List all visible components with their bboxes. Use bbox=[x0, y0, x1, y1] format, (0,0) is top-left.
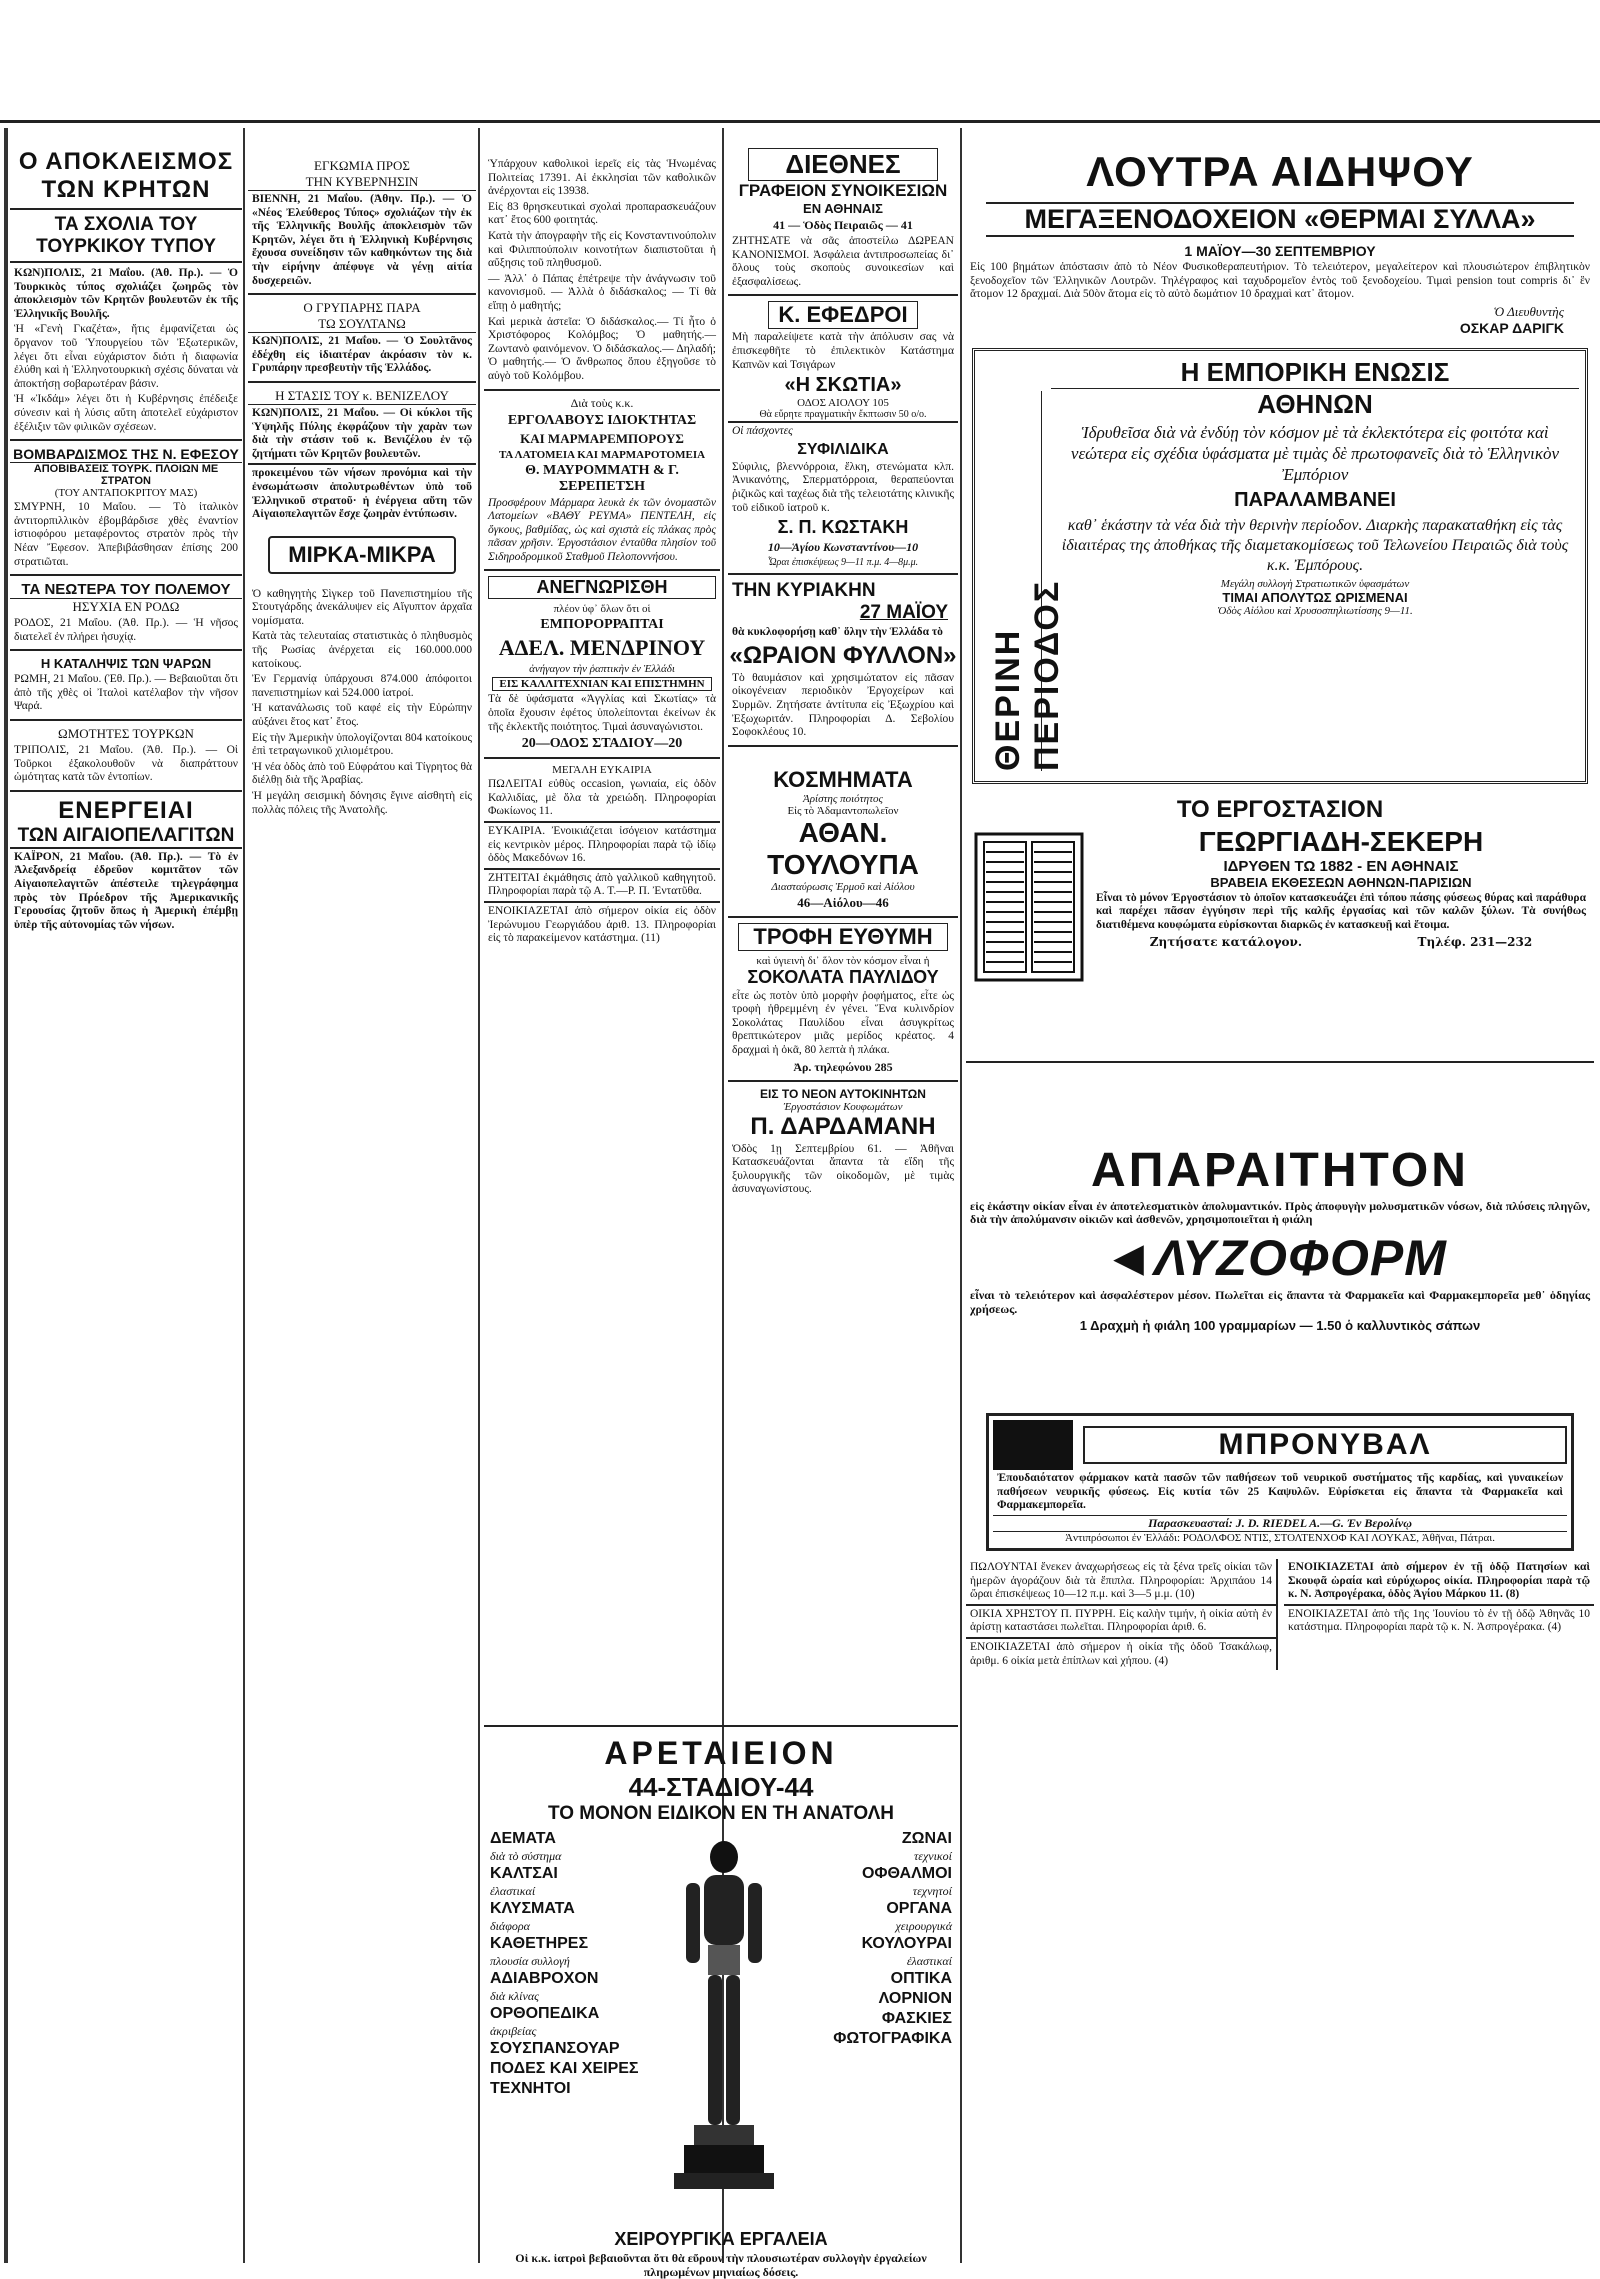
product-list-item: ΑΔΙΑΒΡΟΧΟΝ bbox=[490, 1970, 599, 1987]
ad-text: Θὰ εὕρητε πραγματικὴν ἔκπτωσιν 50 ο/ο. bbox=[759, 409, 927, 421]
ad-subtitle: ΤΟ ΜΟΝΟΝ ΕΙΔΙΚΟΝ ΕΝ ΤΗ ΑΝΑΤΟΛΗ bbox=[547, 1803, 895, 1824]
column-rule bbox=[243, 128, 245, 2263]
divider bbox=[10, 790, 242, 792]
ad-title: Κ. ΕΦΕΔΡΟΙ bbox=[768, 301, 918, 329]
classified-text: ΕΥΚΑΙΡΙΑ. Ἐνοικιάζεται ἰσόγειον κατάστημα εἰς κεντρικὸν μέρος. Πληροφορίαι παρὰ τῷ ἰδίῳ ὁδὸς Μακεδόνων 16. bbox=[488, 825, 716, 865]
article-paragraph: Ἡ «Ἰκδάμ» λέγει ὅτι ἡ Κυβέρνησις ἐπέδειξε σύνεσιν καὶ ἡ λύσις αὕτη ἀποτελεῖ εὐχάριστον ἐξέλιξιν τῶν φιλικῶν σχέσεων. bbox=[14, 393, 238, 433]
article-paragraph: Ἡ «Γενὴ Γκαζέτα», ἥτις ἐμφανίζεται ὡς ὄργανον τοῦ Ὑπουργείου τῶν Ἐξωτερικῶν, λέγει ὅτι εἶναι εὐχάριστον διότι ἡ διαφωνία ἐλύθη καὶ ἡ Ἑλληνοτουρκικὴ σχέσις δύναται νὰ ἀποκτήσῃ σοβαρωτέραν βάσιν. bbox=[14, 323, 238, 390]
article-paragraph: Ἡ μεγάλη σεισμικὴ δόνησις ἔγινε αἰσθητὴ εἰς πολλὰς πόλεις τῆς Ἀνατολῆς. bbox=[252, 790, 472, 816]
ad-line: ΚΑΙ ΜΑΡΜΑΡΕΜΠΟΡΟΥΣ bbox=[520, 430, 684, 446]
headline: Ο ΓΡΥΠΑΡΗΣ ΠΑΡΑ bbox=[303, 300, 421, 316]
classified-text: ΕΝΟΙΚΙΑΖΕΤΑΙ ἀπὸ τῆς 1ης Ἰουνίου τὸ ἐν τῇ ὁδῷ Ἀθηνᾶς 10 κατάστημα. Πληροφορίαι παρὰ τῷ κ. Ν. Ἀσπρογέρακα. (4) bbox=[1288, 1607, 1590, 1634]
product-list-item: τεχνικοί bbox=[913, 1849, 952, 1863]
ad-doctor: Σ. Π. ΚΩΣΤΑΚΗ bbox=[777, 517, 909, 538]
product-list-item: ΣΟΥΣΠΑΝΣΟΥΑΡ bbox=[490, 2040, 620, 2057]
ad-dates: 1 ΜΑΪΟΥ—30 ΣΕΠΤΕΜΒΡΙΟΥ bbox=[1184, 243, 1376, 259]
article-paragraph: Ἡ νέα ὁδὸς ἀπὸ τοῦ Εὐφράτου καὶ Τίγρητος θὰ διέλθῃ διὰ τῆς Ἀραβίας. bbox=[252, 760, 472, 787]
article-paragraph: Εἰς τὴν Ἀμερικὴν ὑπολογίζονται 804 κατοίκους ἐπὶ τετραγωνικοῦ χιλιομέτρου. bbox=[252, 731, 472, 758]
product-list-item: πλουσία συλλογή bbox=[490, 1954, 570, 1968]
divider bbox=[728, 294, 958, 296]
product-list-item: χειρουργικά bbox=[895, 1919, 952, 1933]
ad-logo-block bbox=[993, 1420, 1073, 1470]
ad-address: ΟΔΟΣ ΑΙΟΛΟΥ 105 bbox=[797, 397, 889, 410]
classified-text: ΖΗΤΕΙΤΑΙ ἐκμάθησις ἀπὸ γαλλικοῦ καθηγητοῦ. Πληροφορίαι παρὰ τῷ Α. Τ.—Ρ. Π. Ἐντατῦθα. bbox=[488, 871, 716, 898]
ad-address: 41 — Ὁδὸς Πειραιῶς — 41 bbox=[773, 218, 913, 232]
classified-text: ΕΝΟΙΚΙΑΖΕΤΑΙ ἀπὸ σήμερον ἐν τῇ ὁδῷ Πατησίων καὶ Σκουφᾶ ὡραία καὶ εὐρύχωρος οἰκία. Πληροφορίαι παρὰ τῷ κ. Ν. Ἀσπρογέρακα, ὁδὸς Ἁγίου Μάρκου 11. (8) bbox=[1288, 1560, 1590, 1601]
subheadline: ΗΣΥΧΙΑ ΕΝ ΡΟΔΩ bbox=[72, 599, 180, 615]
product-list-item: ἀκριβείας bbox=[490, 2024, 537, 2038]
top-rule bbox=[0, 120, 1600, 123]
headline: ΩΜΟΤΗΤΕΣ ΤΟΥΡΚΩΝ bbox=[58, 726, 194, 742]
ad-text: Εἰς τὸ Ἀδαμαντοπωλεῖον bbox=[787, 804, 899, 817]
ad-title: ΤΡΟΦΗ ΕΥΘΥΜΗ bbox=[738, 923, 948, 951]
ad-line: ΕΡΓΟΛΑΒΟΥΣ ΙΔΙΟΚΤΗΤΑΣ bbox=[507, 412, 697, 428]
product-list-item: ΦΑΣΚΙΕΣ bbox=[881, 2010, 952, 2027]
column-5 bbox=[966, 128, 1594, 2263]
ad-subtitle: Ἀρίστης ποιότητος bbox=[803, 792, 883, 805]
article-paragraph: Ἐν Γερμανίᾳ ὑπάρχουσι 874.000 ἀπόφοιτοι πανεπιστημίων καὶ 524.000 ἰατροί. bbox=[252, 673, 472, 699]
ad-brand: «Η ΣΚΩΤΙΑ» bbox=[784, 374, 902, 397]
ad-line: Θ. ΜΑΥΡΟΜΜΑΤΗ & Γ. ΣΕΡΕΠΕΤΣΗ bbox=[525, 462, 679, 494]
article-paragraph: ΚΩΝ)ΠΟΛΙΣ, 21 Μαΐου. — Ὁ Σουλτᾶνος ἐδέχθη εἰς ἰδιαιτέραν ἀκρόασιν τὸν κ. Γρυπάρην πρεσβευτὴν τῆς Ἑλλάδος. bbox=[252, 335, 472, 375]
bronyval-header bbox=[993, 1420, 1567, 1470]
article-paragraph: ΣΜΥΡΝΗ, 10 Μαΐου. — Τὸ ἰταλικὸν ἀντιτορπιλλικὸν ἐβομβάρδισε χθὲς ἐναντίον ἱστιοφόρου μεταφέροντος στρατὸν πρὸς τὴν Νέαν Ἔφεσον. Ἀπεβιβάσθησαν ἐπίσης 200 στρατιῶται. bbox=[14, 501, 238, 568]
product-list-item: ΤΕΧΝΗΤΟΙ bbox=[490, 2080, 571, 2097]
window-shutter-icon bbox=[974, 832, 1084, 982]
mirka-title-box bbox=[268, 536, 456, 574]
article-paragraph: ΚΩΝ)ΠΟΛΙΣ, 21 Μαΐου. — Οἱ κύκλοι τῆς Ὑψηλῆς Πύλης ἐκφράζουν τὴν χαρὰν των διὰ τὴν στάσιν τοῦ κ. Βενιζέλου ἐν τῷ ζητήματι τῶν Κρητῶν βουλευτῶν. bbox=[252, 406, 472, 460]
classified-text: ΠΩΛΕΙΤΑΙ εὐθὺς occasion, γωνιαία, εἰς ὁδὸν Καλλιδίας, μὲ ὅλα τὰ χρειώδη. Πληροφορίαι Φωκίωνος 11. bbox=[488, 778, 716, 818]
article-paragraph: ΒΙΕΝΝΗ, 21 Μαΐου. (Ἀθην. Πρ.). — Ὁ «Νέος Ἐλεύθερος Τύπος» σχολιάζων τὴν ἐκ τῆς Ἑλληνικῆς Βουλῆς ἀποκλεισμὸν τῶν Κρητῶν, λέγει ὅτι ἡ Ἑλληνικὴ Κυβέρνησις ἔχουσα συνείδησιν τῶν καθηκόντων της διὰ τὴν εἰρήνην ἀπέφυγε νὰ γένῃ αἰτία δυσχερειῶν. bbox=[252, 193, 472, 287]
ad-address: 10—Ἁγίου Κωνσταντίνου—10 bbox=[767, 540, 919, 555]
ad-text: Τὸ θαυμάσιον καὶ χρησιμώτατον εἰς πᾶσαν οἰκογένειαν περιοδικὸν Ἐργοχείρων καὶ Συρμῶν. Ζητήσατε ἀντίτυπα εἰς Ἐξωχρίου καὶ Ἐξωχωριτάν. Πληροφορίαι Δ. Σεβολίου Σοφοκλέους 10. bbox=[732, 671, 954, 739]
emporiki-enosis-ad bbox=[972, 348, 1588, 784]
left-list bbox=[490, 1829, 650, 2099]
column-rule bbox=[4, 128, 8, 2263]
ad-name: ΓΕΩΡΓΙΑΔΗ-ΣΕΚΕΡΗ bbox=[1198, 825, 1484, 857]
divider bbox=[248, 381, 476, 383]
ad-subtitle: Ἐργοστάσιον Κουφωμάτων bbox=[783, 1100, 903, 1113]
ad-address: 20—ΟΔΟΣ ΣΤΑΔΙΟΥ—20 bbox=[521, 736, 683, 752]
ad-text: Ἱδρυθεῖσα διὰ νὰ ἐνδύῃ τὸν κόσμον μὲ τὰ ἐκλεκτότερα εἰς φοιτότα καὶ νεώτερα εἰς σχέδια ὑφάσματα μὲ τιμὰς δὲ πρωτοφανεῖς διὰ τὸ Ἑλληνικὸν Ἐμπόριον bbox=[1070, 422, 1560, 484]
ad-title: ΜΕΓΑΛΗ ΕΥΚΑΙΡΙΑ bbox=[552, 764, 652, 777]
divider bbox=[10, 649, 242, 651]
side-label: ΘΕΡΙΝΗ ΠΕΡΙΟΔΟΣ bbox=[989, 579, 1066, 771]
ad-brand: «ΩΡΑΙΟΝ ΦΥΛΛΟΝ» bbox=[729, 641, 957, 669]
column-4 bbox=[728, 128, 958, 1728]
ad-subtitle: ΜΕΓΑΞΕΝΟΔΟΧΕΙΟΝ «ΘΕΡΜΑΙ ΣΥΛΛΑ» bbox=[986, 202, 1574, 237]
ad-prices: ΤΙΜΑΙ ΑΠΟΛΥΤΩΣ ΩΡΙΣΜΕΝΑΙ bbox=[1222, 589, 1408, 605]
ad-title: ΛΟΥΤΡΑ ΑΙΔΗΨΟΥ bbox=[1086, 148, 1474, 195]
ad-text: θὰ κυκλοφορήσῃ καθ᾿ ὅλην τὴν Ἑλλάδα τὸ bbox=[732, 626, 943, 639]
divider bbox=[728, 916, 958, 918]
ad-line: ἀνήγαγον τὴν ῥαπτικὴν ἐν Ἑλλάδι bbox=[529, 663, 675, 676]
classified-text: ΕΝΟΙΚΙΑΖΕΤΑΙ ἀπὸ σήμερον οἰκία εἰς ὁδὸν Ἰερώνυμου Γεωργιάδου ἀριθ. 13. Πληροφορίαι εἰς τὸ παρακείμενον κατάστημα. (11) bbox=[488, 905, 716, 945]
headline: Ο ΑΠΟΚΛΕΙΣΜΟΣ ΤΩΝ ΚΡΗΤΩΝ bbox=[10, 148, 242, 210]
product-list-item: ΚΛΥΣΜΑΤΑ bbox=[490, 1900, 575, 1917]
article-paragraph: — Ἀλλ᾿ ὁ Πάπας ἐπέτρεψε τὴν ἀνάγνωσιν τοῦ κανονισμοῦ. — Ἀλλὰ ὁ διδάσκαλος; — Τί θὰ εἴπῃ ὁ μαθητής; bbox=[488, 272, 716, 312]
ad-title: ΑΝΕΓΝΩΡΙΣΘΗ bbox=[488, 576, 716, 599]
divider bbox=[484, 757, 720, 759]
factory-ad-content bbox=[1092, 826, 1590, 949]
ad-brand: ΛΥΖΟΦΟΡΜ bbox=[1153, 1229, 1447, 1286]
subheadline: ΑΠΟΒΙΒΑΣΕΙΣ ΤΟΥΡΚ. ΠΛΟΙΩΝ ΜΕ ΣΤΡΑΤΟΝ bbox=[33, 463, 219, 488]
product-list-item: ΟΠΤΙΚΑ bbox=[890, 1970, 952, 1987]
ad-text: Προσφέρουν Μάρμαρα λευκὰ ἐκ τῶν ὀνομαστῶν Λατομείων «ΒΑΘΥ ΡΕΥΜΑ» ΠΕΝΤΕΛΗ, εἰς ὄγκους, βαθμίδας, ὡς καὶ σχιστὰ εἰς πλάκας πρὸς πᾶσαν χρῆσιν. Ἐργοστάσιον ἐνταῦθα πλησίον τοῦ Σιδηροδρομικοῦ Σταθμοῦ Πελοποννήσου. bbox=[488, 496, 716, 563]
product-list-item: ΚΑΛΤΣΑΙ bbox=[490, 1865, 558, 1882]
product-list-item: ΟΡΘΟΠΕΔΙΚΑ bbox=[490, 2005, 600, 2022]
product-list-item: ἐλαστικαί bbox=[906, 1954, 952, 1968]
headline: ΕΝΕΡΓΕΙΑΙ bbox=[58, 796, 194, 824]
product-list-item: ΟΦΘΑΛΜΟΙ bbox=[861, 1865, 952, 1882]
divider bbox=[248, 463, 476, 465]
ad-signature: Ὁ Διευθυντὴς bbox=[1493, 303, 1564, 319]
article-paragraph: ΡΟΔΟΣ, 21 Μαΐου. (Ἀθ. Πρ.). — Ἡ νῆσος διατελεῖ ἐν πλήρει ἡσυχίᾳ. bbox=[14, 617, 238, 643]
ad-brand: ΣΟΚΟΛΑΤΑ ΠΑΥΛΙΔΟΥ bbox=[747, 966, 939, 987]
classifieds bbox=[966, 1559, 1594, 1670]
classifieds-left bbox=[966, 1559, 1278, 1670]
ad-text: καθ᾿ ἑκάστην τὰ νέα διὰ τὴν θερινὴν περίοδον. Διαρκὴς παρακαταθήκη εἰς τὰς ἰδιαιτέρας της ἀποθήκας τῆς διαμετακομίσεως τοῦ Τελωνείου Πειραιῶς διὰ τοὺς κ.κ. Ἐμπόρους. bbox=[1061, 516, 1569, 574]
ad-line: ΑΔΕΛ. ΜΕΝΔΡΙΝΟΥ bbox=[498, 635, 706, 661]
ad-text: εἰς ἑκάστην οἰκίαν εἶναι ἐν ἀποτελεσματικὸν ἀπολυμαντικόν. Πρὸς ἀποφυγὴν μολυσματικῶν νόσων, διὰ πλύσεις πληγῶν, διὰ τὴν ἀπολύμανσιν οἰκιῶν καὶ ἀσθενῶν, χρησιμοποιεῖται ἡ φιάλη bbox=[970, 1198, 1590, 1227]
ad-address: Διασταύρωσις Ἑρμοῦ καὶ Αἰόλου bbox=[771, 880, 915, 893]
divider bbox=[484, 569, 720, 571]
ad-subtitle: πλέον ὑφ᾿ ὅλων ὅτι οἱ bbox=[553, 603, 651, 616]
article-paragraph: ΚΑΪΡΟΝ, 21 Μαΐου. (Ἀθ. Πρ.). — Τὸ ἐν Ἀλεξανδρείᾳ ἐδρεῦον κομιτᾶτον τῶν Αἰγαιοπελαγιτῶν ἀπέστειλε τηλεγράφημα πρὸς τὸν Πρόεδρον τῆς Ἀμερικανικῆς Γερουσίας ζητοῦν ὅπως ἡ Ἀμερικὴ ἐπέμβῃ ὑπὲρ τῆς αὐτονομίας τῶν νήσων. bbox=[14, 850, 238, 931]
column-2 bbox=[248, 128, 476, 2263]
column-rule bbox=[960, 128, 962, 2263]
ad-text: Εἶναι τὸ μόνον Ἐργοστάσιον τὸ ὁποῖον κατασκευάζει ἐπὶ τόπου πάσης φύσεως θύρας καὶ παράθυρα καὶ παρέχει πᾶσαν ἐγγύησιν περὶ τῆς καλῆς ἐργασίας καὶ τῶν καλῶν ξύλων. Τὰ συνήθως διατιθέμενα κουφώματα εὑρίσκονται διαρκῶς ἐν κατασκευῇ καὶ ἕτοιμα. bbox=[1096, 891, 1586, 931]
article-paragraph: Κατὰ τὴν ἀπογραφὴν τῆς εἰς Κονσταντινούπολιν καὶ Φιλιππούπολιν κοινοτήτων διαπιστοῦται ἡ αὔξησις τοῦ πληθυσμοῦ. bbox=[488, 229, 716, 270]
product-list-item: ΚΟΥΛΟΥΡΑΙ bbox=[861, 1935, 952, 1952]
divider bbox=[10, 439, 242, 441]
divider bbox=[728, 1080, 958, 1082]
divider bbox=[728, 573, 958, 575]
ad-subtitle: καὶ ὑγιεινὴ δι᾿ ὅλον τὸν κόσμον εἶναι ἡ bbox=[756, 954, 930, 967]
ad-catalog: Ζητήσατε κατάλογον. bbox=[1149, 934, 1303, 949]
ad-hours: Ὧραι ἐπισκέψεως 9—11 π.μ. 4—8μ.μ. bbox=[767, 557, 919, 569]
classified-text: ΕΝΟΙΚΙΑΖΕΤΑΙ ἀπὸ σήμερον ἡ οἰκία τῆς ὁδοῦ Τσακάλωφ, ἀριθμ. 6 οἰκία μετὰ ἐπίπλων καὶ χήπου. (4) bbox=[970, 1640, 1272, 1667]
ad-city: ΑΘΗΝΩΝ bbox=[1257, 388, 1373, 419]
ad-text: Ἐπουδαιότατον φάρμακον κατὰ πασῶν τῶν παθήσεων τοῦ νευρικοῦ συστήματος τῆς καρδίας, καὶ γυναικείων παθήσεων νευρικῆς φύσεως. Εἰς κυτία τῶν 25 Καψυλῶν. Εὑρίσκεται εἰς ἅπαντα τὰ Φαρμακεῖα καὶ Φαρμακεμπορεῖα. bbox=[997, 1472, 1563, 1512]
ad-title: ΔΙΕΘΝΕΣ bbox=[748, 148, 938, 181]
divider bbox=[966, 1604, 1276, 1606]
lysoform-ad bbox=[966, 1143, 1594, 1333]
ad-title: ΑΠΑΡΑΙΤΗΤΟΝ bbox=[1091, 1143, 1469, 1197]
ad-title: ΚΟΣΜΗΜΑΤΑ bbox=[773, 766, 913, 792]
article-paragraph: Εἰς 83 θρησκευτικαὶ σχολαὶ προπαρασκευάζουν κατ᾿ ἔτος 600 φοιτητάς. bbox=[488, 200, 716, 227]
divider bbox=[1284, 1604, 1594, 1606]
ad-footer-title: ΧΕΙΡΟΥΡΓΙΚΑ ΕΡΓΑΛΕΙΑ bbox=[614, 2229, 828, 2249]
figure-illustration bbox=[664, 1835, 784, 2205]
ad-text: Μεγάλη συλλογὴ Στρατιωτικῶν ὑφασμάτων bbox=[1220, 577, 1410, 590]
ad-line: Διὰ τοὺς κ.κ. bbox=[570, 395, 634, 410]
ad-line: ΤΑ ΛΑΤΟΜΕΙΑ ΚΑΙ ΜΑΡΜΑΡΟΤΟΜΕΙΑ bbox=[498, 448, 706, 461]
ad-awards: ΒΡΑΒΕΙΑ ΕΚΘΕΣΕΩΝ ΑΘΗΝΩΝ-ΠΑΡΙΣΙΩΝ bbox=[1210, 874, 1472, 890]
ad-content bbox=[1051, 357, 1579, 617]
ad-text: ΖΗΤΗΣΑΤΕ νὰ σᾶς ἀποστείλω ΔΩΡΕΑΝ ΚΑΝΟΝΙΣΜΟΙ. Ἀσφάλεια ἀντιπροσωπείας δι᾿ ὅλους τοὺς σκοποὺς συνοικεσίων καὶ ἐξασφαλίσεως. bbox=[732, 235, 954, 288]
divider bbox=[728, 421, 958, 423]
product-list-item: ΚΑΘΕΤΗΡΕΣ bbox=[490, 1935, 589, 1952]
ad-text: Μὴ παραλείψετε κατὰ τὴν ἀπόλυσιν σας νὰ ἐπισκεφθῆτε τὸ ἐπιλεκτικὸν Κατάστημα Καπνῶν καὶ Τσιγάρων bbox=[732, 331, 954, 371]
brand-row bbox=[966, 1229, 1594, 1287]
ad-brand: ΜΠΡΟΝΥΒΑΛ bbox=[1083, 1426, 1567, 1464]
article-paragraph: Καὶ μερικὰ ἀστεῖα: Ὁ διδάσκαλος.— Τί ἦτο ὁ Χριστόφορος Κολόμβος; Ὁ μαθητής.— Ζωντανὸ φαινόμενον. Ὁ διδάσκαλος.— Δηλαδή; Ὁ μαθητής.— Ὁ ἄνθρωπος ὅπου ἐξηγοῦσε τὸ αὐγὸ τοῦ Κολόμβου. bbox=[488, 315, 716, 382]
product-list-item: ΠΟΔΕΣ ΚΑΙ ΧΕΙΡΕΣ bbox=[490, 2060, 639, 2077]
ad-brand: Π. ΔΑΡΔΑΜΑΝΗ bbox=[750, 1112, 936, 1140]
product-list-item: ΟΡΓΑΝΑ bbox=[886, 1900, 952, 1917]
headline: Η ΚΑΤΑΛΗΨΙΣ ΤΩΝ ΨΑΡΩΝ bbox=[40, 656, 212, 672]
ad-line: ΕΜΠΟΡΟΡΡΑΠΤΑΙ bbox=[540, 617, 664, 633]
side-label-box bbox=[981, 391, 1066, 771]
classified-text: ΠΩΛΟΥΝΤΑΙ ἕνεκεν ἀναχωρήσεως εἰς τὰ ξένα τρεῖς οἰκίαι τῶν ἡμερῶν ἀγοράζουν διὰ τὰ ἔπιπλα. Πληροφορίαι: Ἀρχιπάου 14 ὥραι ἐπισκέψεως 10—12 π.μ. καὶ 3—5 μ.μ. (10) bbox=[970, 1560, 1272, 1601]
divider bbox=[728, 745, 958, 747]
product-list-item: ΦΩΤΟΓΡΑΦΙΚΑ bbox=[833, 2030, 952, 2047]
ad-title: ΤΗΝ ΚΥΡΙΑΚΗΝ bbox=[732, 580, 876, 602]
classifieds-right bbox=[1284, 1559, 1594, 1670]
headline: ΤΑ ΝΕΩΤΕΡΑ ΤΟΥ ΠΟΛΕΜΟΥ bbox=[10, 581, 242, 599]
divider bbox=[10, 574, 242, 576]
subheadline: ΤΑ ΣΧΟΛΙΑ ΤΟΥ ΤΟΥΡΚΙΚΟΥ ΤΥΠΟΥ bbox=[10, 214, 242, 263]
subheadline: ΤΩ ΣΟΥΛΤΑΝΩ bbox=[248, 316, 476, 333]
product-list-item: ΔΕΜΑΤΑ bbox=[490, 1830, 556, 1847]
section-title: ΜΙΡΚΑ-ΜΙΚΡΑ bbox=[288, 541, 436, 567]
ad-title: ΑΡΕΤΑΙΕΙΟΝ bbox=[604, 1735, 838, 1771]
article-paragraph: προκειμένου τῶν νήσων προνόμια καὶ τὴν ἐνσωμάτωσιν ἀπολυτρωθέντων ὑπὸ τοῦ Ἑλληνικοῦ στρατοῦ· ἡ ἐνέργεια αὕτη τῶν Αἰγαιοπελαγιτῶν ἔσχε ζωηρὰν ἐντύπωσιν. bbox=[252, 467, 472, 521]
ad-subtitle: ΙΔΡΥΘΕΝ ΤΩ 1882 - ΕΝ ΑΘΗΝΑΙΣ bbox=[1223, 857, 1459, 875]
ad-text: Εἰς 100 βημάτων ἀπόστασιν ἀπὸ τὸ Νέον Φυσικοθεραπευτήριον. Τὸ τελειότερον, μεγαλείτερον καὶ πλουσιώτερον ἐπιβλητικὸν ξενοδοχεῖον τῶν Ἑλληνικῶν Λουτρῶν. Τηλέγραφος καὶ ταχυδρομεῖον ἐντὸς τοῦ ξενοδοχείου. Τιμαὶ pension tout compris δι᾿ ἓν ἄτομον 12 δραχμαί. Διὰ 50ὸν ἄτομα εἰς τὸ αὐτὸ δωμάτιον 10 δραχμαὶ κατ᾿ ἄτομον. bbox=[970, 261, 1590, 301]
ad-subtitle: ΕΝ ΑΘΗΝΑΙΣ bbox=[803, 201, 883, 216]
ad-brand: ΑΘΑΝ. ΤΟΥΛΟΥΠΑ bbox=[767, 816, 919, 880]
divider bbox=[484, 868, 720, 870]
ad-footer bbox=[1092, 935, 1590, 949]
aretaieion-ad bbox=[484, 1725, 958, 2279]
factory-ad bbox=[966, 796, 1594, 1063]
headline: Η ΣΤΑΣΙΣ ΤΟΥ κ. ΒΕΝΙΖΕΛΟΥ bbox=[248, 388, 476, 405]
ad-maker: Παρασκευασταί: J. D. RIEDEL A.—G. Ἐν Βερολίνῳ bbox=[993, 1515, 1567, 1531]
right-list bbox=[792, 1829, 952, 2049]
byline: (ΤΟΥ ΑΝΤΑΠΟΚΡΙΤΟΥ ΜΑΣ) bbox=[54, 487, 198, 500]
ad-subtitle: ΓΡΑΦΕΙΟΝ ΣΥΝΟΙΚΕΣΙΩΝ bbox=[738, 181, 948, 200]
ad-head: Οἱ πάσχοντες bbox=[732, 425, 793, 438]
classified-text: ΟΙΚΙΑ ΧΡΗΣΤΟΥ Π. ΠΥΡΡΗ. Εἰς καλὴν τιμήν, ἡ οἰκία αὐτὴ ἐν ἀρίστῃ καταστάσει πωλεῖται. Πληροφορίαι ἀριθ. 6. bbox=[970, 1607, 1272, 1634]
ad-text: Τὰ δὲ ὑφάσματα «Ἀγγλίας καὶ Σκωτίας» τὰ ὁποῖα ἔχουσιν ἐφέτος ὑπολείπονται ἐκείνων ἐκ τῆς ἐκλεκτῆς ποιότητος. Τιμαὶ ἀσυναγώνιστοι. bbox=[488, 693, 716, 733]
ad-address: 44-ΣΤΑΔΙΟΥ-44 bbox=[628, 1772, 814, 1802]
article-paragraph: Κατὰ τὰς τελευταίας στατιστικὰς ὁ πληθυσμὸς τῆς Ρωσίας ἀνέρχεται εἰς 160.000.000 κατοίκους. bbox=[252, 630, 472, 670]
product-list-item: διὰ τὸ σύστημα bbox=[490, 1849, 562, 1863]
ad-line: ΕΙΣ ΚΑΛΛΙΤΕΧΝΙΑΝ ΚΑΙ ΕΠΙΣΤΗΜΗΝ bbox=[492, 677, 712, 691]
ad-name: ΟΣΚΑΡ ΔΑΡΙΓΚ bbox=[1459, 319, 1564, 336]
product-list-item: ΖΩΝΑΙ bbox=[901, 1830, 952, 1847]
ad-text: Σύφιλις, βλεννόρροια, ἕλκη, στενώματα κλπ. Ἀνικανότης, Σπερματόρροια, θεραπεύονται ῥιζικῶς καὶ ταχέως διὰ τῆς τελειοτάτης κλινικῆς τοῦ εἰδικοῦ ἰατροῦ κ. bbox=[732, 460, 954, 514]
ad-date: 27 ΜΑΪΟΥ bbox=[859, 602, 948, 624]
divider bbox=[248, 293, 476, 295]
article-paragraph: ΡΩΜΗ, 21 Μαΐου. (Ἐθ. Πρ.). — Βεβαιοῦται ὅτι ἀπὸ τῆς χθὲς οἱ Ἰταλοὶ κατέλαβον τὴν νῆσον Ψαρά. bbox=[14, 673, 238, 713]
product-list-item: τεχνητοί bbox=[912, 1884, 952, 1898]
column-1 bbox=[10, 128, 242, 2263]
ad-text: εἶναι τὸ τελειότερον καὶ ἀσφαλέστερον μέσον. Πωλεῖται εἰς ἅπαντα τὰ Φαρμακεῖα καὶ Φαρμακεμπορεῖα μεθ᾿ ὁδηγίας χρήσεως. bbox=[970, 1287, 1590, 1316]
ad-text: Ὁδὸς 1ῃ Σεπτεμβρίου 61. — Ἀθῆναι Κατασκευάζονται ἅπαντα τὰ εἴδη τῆς ξυλουργικῆς τῶν οἰκοδομῶν, μὲ τιμὰς ἀσυναγωνίστους. bbox=[732, 1142, 954, 1196]
ad-title: Η ΕΜΠΟΡΙΚΗ ΕΝΩΣΙΣ bbox=[1051, 357, 1579, 389]
article-paragraph: Ἡ κατανάλωσις τοῦ καφέ εἰς τὴν Εὐρώπην αὐξάνει ἔτος κατ᾿ ἔτος. bbox=[252, 702, 472, 729]
ad-footer-text: Οἱ κ.κ. ἰατροὶ βεβαιοῦνται ὅτι θὰ εὕρουν τὴν πλουσιωτέραν συλλογὴν ἐργαλείων πληρωμένων μηνιαίως δόσεις. bbox=[515, 2251, 927, 2279]
ad-text: εἶτε ὡς ποτὸν ὑπὸ μορφὴν ῥοφήματος, εἶτε ὡς τροφὴ ἠθρεμμένη ἐν γένει. Ἕνα κυλινδρίον Σοκολάτας Παυλίδου εἶναι ἀσυγκρίτως θρεπτικώτερον μιᾶς μερίδος κρέατος. 4 δραχμαὶ ἡ ὀκᾶ, 80 λεπτὰ ἡ πλάκα. bbox=[732, 989, 954, 1057]
article-paragraph: Ὁ καθηγητὴς Σὶγκερ τοῦ Πανεπιστημίου τῆς Στουτγάρδης ἀνεκάλυψεν εἰς Αἴγυπτον ἀρχαῖα νομίσματα. bbox=[252, 587, 472, 627]
ad-address: Ὁδὸς Αἰόλου καὶ Χρυσοσπηλιωτίσσης 9—11. bbox=[1217, 604, 1413, 617]
divider bbox=[484, 901, 720, 903]
article-paragraph: ΤΡΙΠΟΛΙΣ, 21 Μαΐου. (Ἀθ. Πρ.). — Οἱ Τοῦρκοι ἐξακολουθοῦν νὰ διαπράττουν ὠμότητας κατὰ τῶν ἐντοπίων. bbox=[14, 744, 238, 784]
subheadline: ΤΗΝ ΚΥΒΕΡΝΗΣΙΝ bbox=[248, 174, 476, 191]
ad-highlight: ΠΑΡΑΛΑΜΒΑΝΕΙ bbox=[1234, 488, 1396, 511]
ad-address: 46—Αἰόλου—46 bbox=[797, 894, 889, 910]
column-3 bbox=[484, 128, 720, 1728]
product-list-item: ΛΟΡΝΙΟΝ bbox=[878, 1990, 952, 2007]
article-paragraph: ΚΩΝ)ΠΟΛΙΣ, 21 Μαΐου. (Ἀθ. Πρ.). — Ὁ Τουρκικὸς τύπος σχολιάζει ζωηρῶς τὸν ἀποκλεισμὸν τῶν Κρητῶν βουλευτῶν ἐκ τῆς Ἑλληνικῆς Βουλῆς. bbox=[14, 267, 238, 320]
product-list-item: ἐλαστικαί bbox=[490, 1884, 536, 1898]
headline: ΕΓΚΩΜΙΑ ΠΡΟΣ bbox=[314, 158, 410, 173]
headline: ΒΟΜΒΑΡΔΙΣΜΟΣ ΤΗΣ Ν. ΕΦΕΣΟΥ bbox=[10, 446, 242, 463]
ad-phone: Ἀρ. τηλεφώνου 285 bbox=[793, 1059, 893, 1074]
subheadline: ΤΩΝ ΑΙΓΑΙΟΠΕΛΑΓΙΤΩΝ bbox=[10, 825, 242, 849]
ad-head: ΤΟ ΕΡΓΟΣΤΑΣΙΟΝ bbox=[1176, 795, 1384, 823]
divider bbox=[10, 719, 242, 721]
ad-title: ΣΥΦΙΛΙΔΙΚΑ bbox=[797, 440, 889, 458]
ad-title: ΕΙΣ ΤΟ ΝΕΟΝ ΑΥΤΟΚΙΝΗΤΩΝ bbox=[760, 1086, 926, 1101]
ad-phone: Τηλέφ. 231—232 bbox=[1417, 934, 1533, 949]
arrow-icon: ◀ bbox=[1113, 1234, 1144, 1281]
article-paragraph: Ὑπάρχουν καθολικοὶ ἱερεῖς εἰς τὰς Ἡνωμένας Πολιτείας 17391. Αἱ ἐκκλησίαι τῶν καθολικῶν ἀνέρχονται εἰς 13938. bbox=[488, 158, 716, 198]
divider bbox=[484, 821, 720, 823]
column-rule bbox=[478, 128, 480, 2263]
product-list-item: διάφορα bbox=[490, 1919, 530, 1933]
ad-agents: Ἀντιπρόσωποι ἐν Ἑλλάδι: ΡΟΔΟΛΦΟΣ ΝΤΙΣ, ΣΤΟΛΤΕΝΧΟΦ ΚΑΙ ΛΟΥΚΑΣ, Ἀθῆναι, Πάτραι. bbox=[993, 1531, 1567, 1544]
divider bbox=[484, 389, 720, 391]
ad-price: 1 Δραχμὴ ἡ φιάλη 100 γραμμαρίων — 1.50 ὁ καλλυντικὸς σάπων bbox=[1079, 1318, 1481, 1334]
bronyval-ad bbox=[986, 1413, 1574, 1551]
product-list-item: διὰ κλίνας bbox=[490, 1989, 539, 2003]
ad-body bbox=[484, 1829, 958, 2229]
divider bbox=[966, 1637, 1276, 1639]
